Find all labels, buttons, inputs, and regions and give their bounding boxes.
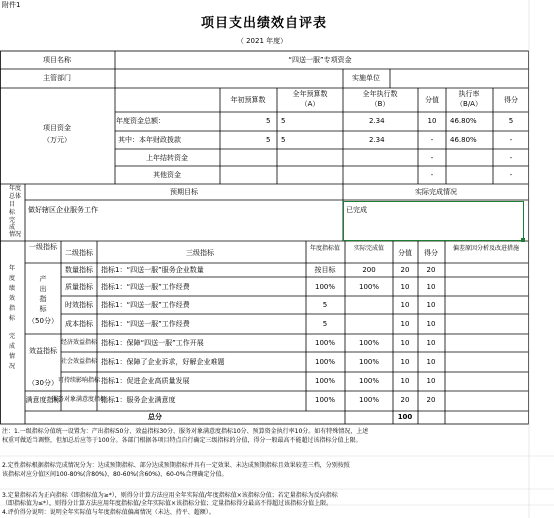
indicator-weight[interactable]: 10 xyxy=(400,283,410,291)
indicator-level3: 指标1：“四送一服”工作经费 xyxy=(101,301,190,309)
total-label: 总分 xyxy=(148,413,162,421)
indicator-weight[interactable]: 10 xyxy=(400,301,410,309)
fund-line-score[interactable]: - xyxy=(509,136,513,144)
indicator-side-label: 况 xyxy=(8,363,16,370)
indicator-level2: 数量指标 xyxy=(65,266,93,274)
indicator-level3: 指标1：服务企业满意度 xyxy=(101,396,176,404)
goals-side-label: 目 xyxy=(8,201,16,208)
indicator-target[interactable]: 100% xyxy=(314,377,336,385)
indicator-side-label: 绩 xyxy=(8,285,16,292)
header-full-year-exec-sub: （B） xyxy=(370,100,390,108)
indicator-level3: 指标1：保障“四送一服”工作开展 xyxy=(101,339,204,347)
fund-line-label: 其中：本年财政拨款 xyxy=(118,136,181,144)
indicator-actual[interactable]: 100% xyxy=(358,339,380,347)
actual-goal-text[interactable]: 已完成 xyxy=(346,206,367,214)
goals-side-label: 体 xyxy=(14,193,22,200)
indicator-score[interactable]: 10 xyxy=(426,358,436,366)
indicator-side-label: 效 xyxy=(8,295,16,302)
project-name-value[interactable]: “四送一服”专项资金 xyxy=(288,56,352,64)
goals-side-label: 情 xyxy=(8,231,16,238)
header-full-year-budget-sub: （A） xyxy=(300,100,320,108)
indicator-score[interactable]: 20 xyxy=(426,396,436,404)
header-initial-budget: 年初预算数 xyxy=(230,96,266,104)
indicator-actual[interactable]: 100% xyxy=(358,283,380,291)
satisfaction-indicator-label: 满意度指标 xyxy=(25,396,61,404)
fund-line-weight[interactable]: - xyxy=(430,171,434,179)
indicator-level3: 指标1：“四送一服”工作经费 xyxy=(101,320,190,328)
indicator-score[interactable]: 10 xyxy=(426,301,436,309)
indicator-side-label: 指 xyxy=(8,305,16,312)
indicator-side-label: 年 xyxy=(8,265,16,272)
indicator-side-label: 度 xyxy=(8,275,16,282)
indicator-target[interactable]: 5 xyxy=(322,320,328,328)
fund-line-rate[interactable]: 46.80% xyxy=(450,117,477,125)
indicator-level3: 指标1：“四送一服”工作经费 xyxy=(101,283,190,291)
indicator-actual[interactable]: 100% xyxy=(358,396,380,404)
indicator-level2: 经济效益指标 xyxy=(60,339,98,346)
indicator-actual[interactable]: 200 xyxy=(362,266,376,274)
fund-line-label: 年度资金总额： xyxy=(116,117,165,125)
indicator-actual[interactable]: 100% xyxy=(358,377,380,385)
indicator-target[interactable]: 100% xyxy=(314,283,336,291)
page-title: 项目支出绩效自评表 xyxy=(200,16,328,31)
output-indicator-label: 标 xyxy=(39,305,47,313)
indicator-weight[interactable]: 10 xyxy=(400,320,410,328)
header-exec-rate-sub: （B/A） xyxy=(456,100,482,108)
indicator-score[interactable]: 10 xyxy=(426,377,436,385)
header-deviation: 偏差原因分析及改进措施 xyxy=(452,245,520,252)
header-actual-value: 实际完成值 xyxy=(353,245,385,252)
note-line: 注：1.一级指标分值统一设置为：产出指标50分、效益指标30分、服务对象满意度指标10分、预算资金执行率10分。如有特殊情况，上述 xyxy=(2,428,369,435)
fund-line-exec[interactable]: 2.34 xyxy=(369,136,385,144)
indicator-target[interactable]: 100% xyxy=(314,339,336,347)
goals-side-label: 完 xyxy=(8,217,16,224)
goals-side-label: 年 xyxy=(8,185,16,192)
indicator-level2: 成本指标 xyxy=(65,320,93,328)
fund-line-label: 其他资金 xyxy=(153,171,181,179)
indicator-side-label: 标 xyxy=(8,315,16,322)
competent-dept-label: 主管部门 xyxy=(43,74,71,82)
note-line: （即指标值为≤*），则得分计算方法应用年度指标值/全年实际值×该指标分值；定量指标得分最高不得超过该指标分值上限。 xyxy=(2,500,333,507)
indicator-target[interactable]: 按目标 xyxy=(314,266,336,274)
fund-line-score[interactable]: 5 xyxy=(508,117,514,125)
implementing-unit-label: 实施单位 xyxy=(352,74,380,82)
indicator-weight[interactable]: 10 xyxy=(400,377,410,385)
indicator-target[interactable]: 5 xyxy=(322,301,328,309)
indicator-score[interactable]: 20 xyxy=(426,266,436,274)
indicator-actual[interactable]: 100% xyxy=(358,358,380,366)
header-exec-rate: 执行率 xyxy=(458,90,480,98)
output-points: （50分） xyxy=(28,317,58,325)
fill-handle[interactable] xyxy=(521,238,525,242)
indicator-weight[interactable]: 20 xyxy=(400,266,410,274)
header-level2: 二级指标 xyxy=(65,249,93,257)
indicator-weight[interactable]: 20 xyxy=(400,396,410,404)
expected-goal-text[interactable]: 做好辖区企业服务工作 xyxy=(28,206,98,214)
indicator-target[interactable]: 100% xyxy=(314,358,336,366)
indicator-side-label: 情 xyxy=(8,353,16,360)
fund-line-score[interactable]: - xyxy=(509,171,513,179)
indicator-score[interactable]: 10 xyxy=(426,320,436,328)
fund-line-label: 上年结转资金 xyxy=(146,154,188,162)
fund-line-score[interactable]: - xyxy=(509,154,513,162)
attachment-label: 附件1 xyxy=(2,1,21,9)
indicator-level2: 时效指标 xyxy=(65,301,93,309)
indicator-level3: 指标1：保障了企业诉求，好解企业难题 xyxy=(101,358,225,366)
benefit-points: （30分） xyxy=(28,379,58,387)
header-score: 得分 xyxy=(504,96,518,104)
benefit-indicator-label: 效益指标 xyxy=(29,347,57,355)
indicator-level2: 服务对象满意度指标 xyxy=(51,396,107,403)
goals-side-label: 总 xyxy=(8,193,16,200)
output-indicator-label: 产 xyxy=(39,275,47,283)
total-score[interactable]: 100 xyxy=(397,413,413,421)
indicator-level2: 可持续影响指标 xyxy=(57,377,101,384)
goals-side-label: 度 xyxy=(14,185,22,192)
header-level1: 一级指标 xyxy=(29,243,57,251)
note-line: 2.定性指标根据指标完成情况分为：达成预期指标、部分达成预期指标并具有一定效果、未达成预期指标且效果较差三档，分别按照 xyxy=(2,462,350,469)
indicator-level3: 指标1：促进企业高质量发展 xyxy=(101,377,190,385)
expected-goal-header: 预期目标 xyxy=(170,188,198,196)
funds-unit: （万元） xyxy=(43,136,71,144)
fund-line-budget[interactable]: 5 xyxy=(281,117,286,125)
output-indicator-label: 指 xyxy=(39,295,47,303)
note-line: 4.评价得分说明：说明全年实际值与年度指标值偏离情况（未达、持平、超额）。 xyxy=(2,509,215,516)
header-full-year-exec: 全年执行数 xyxy=(362,90,398,98)
header-level3: 三级指标 xyxy=(186,249,214,257)
fund-line-rate[interactable]: 46.80% xyxy=(450,136,477,144)
indicator-score[interactable]: 10 xyxy=(426,283,436,291)
output-indicator-label: 出 xyxy=(39,285,47,293)
goals-side-label: 况 xyxy=(14,231,22,238)
indicator-score[interactable]: 10 xyxy=(426,339,436,347)
header-weight: 分值 xyxy=(398,249,412,257)
fund-line-weight[interactable]: - xyxy=(430,154,434,162)
indicator-level2: 质量指标 xyxy=(65,283,93,291)
header-full-year-budget: 全年预算数 xyxy=(292,90,328,98)
selected-cell[interactable] xyxy=(343,201,524,241)
funds-label: 项目资金 xyxy=(43,124,71,132)
indicator-weight[interactable]: 10 xyxy=(400,339,410,347)
project-name-label: 项目名称 xyxy=(43,56,71,64)
goals-side-label: 标 xyxy=(8,209,16,216)
fund-line-weight[interactable]: 10 xyxy=(427,117,437,125)
fund-line-budget[interactable]: 5 xyxy=(281,136,286,144)
goals-side-label: 成 xyxy=(8,224,16,231)
fund-line-exec[interactable]: 2.34 xyxy=(369,117,385,125)
note-line: 3.定量指标若为正向指标（即指标值为≥*），则得分计算方法应用全年实际值/年度指标值×该指标分值；若定量指标为反向指标 xyxy=(2,492,338,499)
year-label: （ 2021 年度） xyxy=(236,37,288,45)
indicator-weight[interactable]: 10 xyxy=(400,358,410,366)
indicator-target[interactable]: 100% xyxy=(314,396,336,404)
header-score: 得分 xyxy=(424,249,438,257)
fund-line-initial[interactable]: 5 xyxy=(266,136,271,144)
fund-line-initial[interactable]: 5 xyxy=(266,117,271,125)
header-annual-target: 年度指标值 xyxy=(309,245,341,252)
fund-line-weight[interactable]: - xyxy=(430,136,434,144)
indicator-side-label: 完 xyxy=(8,333,16,340)
note-line: 该指标对应分值区间100-80%(含80%)、80-60%(含60%)、60-0%合理确定分值。 xyxy=(2,471,228,478)
header-score-weight: 分值 xyxy=(425,96,439,104)
indicator-level2: 社会效益指标 xyxy=(60,358,98,365)
indicator-level3: 指标1：“四送一服”服务企业数量 xyxy=(101,266,204,274)
indicator-side-label: 成 xyxy=(8,343,16,350)
note-line: 权重可做适当调整，但加总后应等于100分。各部门根据各项目特点自行确定三级指标的分值，得分一般最高不能超过该指标分值上限。 xyxy=(2,437,362,444)
actual-goal-header: 实际完成情况 xyxy=(415,188,457,196)
